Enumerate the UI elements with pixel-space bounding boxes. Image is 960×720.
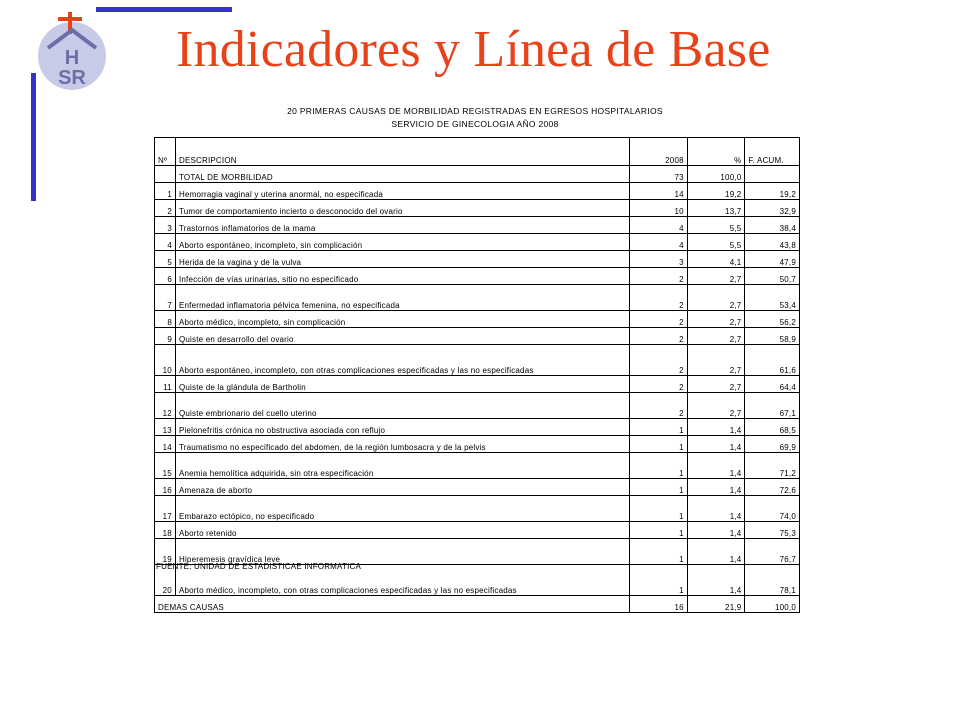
row-percent: 2,7 bbox=[687, 268, 745, 285]
row-percent: 1,4 bbox=[687, 453, 745, 479]
row-percent: 2,7 bbox=[687, 345, 745, 376]
row-count-2008: 1 bbox=[630, 565, 688, 596]
row-number: 4 bbox=[155, 234, 176, 251]
row-cumulative: 58,9 bbox=[745, 328, 800, 345]
row-description: Aborto médico, incompleto, con otras complicaciones especificadas y las no especificadas bbox=[175, 565, 629, 596]
table-row bbox=[155, 251, 800, 268]
row-description: Tumor de comportamiento incierto o desconocido del ovario bbox=[175, 200, 629, 217]
row-description: Amenaza de aborto bbox=[175, 479, 629, 496]
row-number: 10 bbox=[155, 345, 176, 376]
logo-letters-top: H bbox=[64, 47, 80, 69]
row-description: Infección de vías urinarias, sitio no especificado bbox=[175, 268, 629, 285]
row-cumulative: 78,1 bbox=[745, 565, 800, 596]
table-row bbox=[155, 200, 800, 217]
row-percent: 2,7 bbox=[687, 393, 745, 419]
row-percent: 2,7 bbox=[687, 328, 745, 345]
row-percent: 4,1 bbox=[687, 251, 745, 268]
row-number: 8 bbox=[155, 311, 176, 328]
table-row bbox=[155, 393, 800, 419]
row-description: Aborto espontáneo, incompleto, con otras complicaciones especificadas y las no especificadas bbox=[175, 345, 629, 376]
row-number: 19 bbox=[155, 539, 176, 565]
row-percent: 5,5 bbox=[687, 217, 745, 234]
row-description: Anemia hemolítica adquirida, sin otra especificación bbox=[175, 453, 629, 479]
row-number: 6 bbox=[155, 268, 176, 285]
hospital-logo bbox=[34, 8, 110, 100]
row-percent: 2,7 bbox=[687, 311, 745, 328]
row-cumulative: 68,5 bbox=[745, 419, 800, 436]
row-cumulative: 67,1 bbox=[745, 393, 800, 419]
row-description: Aborto retenido bbox=[175, 522, 629, 539]
row-cumulative: 53,4 bbox=[745, 285, 800, 311]
row-count-2008: 1 bbox=[630, 522, 688, 539]
table-row bbox=[155, 345, 800, 376]
row-cumulative: 61,6 bbox=[745, 345, 800, 376]
header-year: 2008 bbox=[630, 138, 688, 166]
row-percent: 1,4 bbox=[687, 419, 745, 436]
row-percent: 1,4 bbox=[687, 565, 745, 596]
row-count-2008: 2 bbox=[630, 268, 688, 285]
row-percent: 19,2 bbox=[687, 183, 745, 200]
row-cumulative: 47,9 bbox=[745, 251, 800, 268]
row-number: 9 bbox=[155, 328, 176, 345]
table-row bbox=[155, 285, 800, 311]
row-cumulative: 72,6 bbox=[745, 479, 800, 496]
row-cumulative: 50,7 bbox=[745, 268, 800, 285]
demas-desc: DEMAS CAUSAS bbox=[155, 596, 630, 613]
row-count-2008: 14 bbox=[630, 183, 688, 200]
row-percent: 13,7 bbox=[687, 200, 745, 217]
table-row bbox=[155, 311, 800, 328]
row-count-2008: 2 bbox=[630, 376, 688, 393]
table-row bbox=[155, 376, 800, 393]
row-count-2008: 1 bbox=[630, 453, 688, 479]
row-count-2008: 2 bbox=[630, 328, 688, 345]
row-count-2008: 1 bbox=[630, 419, 688, 436]
total-row bbox=[155, 166, 800, 183]
row-count-2008: 4 bbox=[630, 234, 688, 251]
row-count-2008: 2 bbox=[630, 285, 688, 311]
demas-acum: 100,0 bbox=[745, 596, 800, 613]
row-number: 14 bbox=[155, 436, 176, 453]
row-cumulative: 71,2 bbox=[745, 453, 800, 479]
row-description: Aborto médico, incompleto, sin complicación bbox=[175, 311, 629, 328]
morbidity-table bbox=[154, 137, 800, 613]
row-number: 12 bbox=[155, 393, 176, 419]
row-number: 13 bbox=[155, 419, 176, 436]
table-row bbox=[155, 453, 800, 479]
row-number: 18 bbox=[155, 522, 176, 539]
row-description: Herida de la vagina y de la vulva bbox=[175, 251, 629, 268]
table-row bbox=[155, 234, 800, 251]
table-row bbox=[155, 496, 800, 522]
logo-letters-bottom: SR bbox=[58, 67, 86, 89]
row-description: Trastornos inflamatorios de la mama bbox=[175, 217, 629, 234]
row-cumulative: 38,4 bbox=[745, 217, 800, 234]
row-description: Pielonefritis crónica no obstructiva asociada con reflujo bbox=[175, 419, 629, 436]
demas-pct: 21,9 bbox=[687, 596, 745, 613]
row-description: Enfermedad inflamatoria pélvica femenina, no especificada bbox=[175, 285, 629, 311]
table-row bbox=[155, 522, 800, 539]
decorative-top-bar bbox=[96, 7, 232, 12]
table-row bbox=[155, 217, 800, 234]
table-row bbox=[155, 328, 800, 345]
row-percent: 1,4 bbox=[687, 496, 745, 522]
row-count-2008: 2 bbox=[630, 393, 688, 419]
row-count-2008: 10 bbox=[630, 200, 688, 217]
row-percent: 1,4 bbox=[687, 479, 745, 496]
row-number: 7 bbox=[155, 285, 176, 311]
header-pct: % bbox=[687, 138, 745, 166]
row-number: 15 bbox=[155, 453, 176, 479]
table-row bbox=[155, 436, 800, 453]
row-number: 16 bbox=[155, 479, 176, 496]
row-cumulative: 76,7 bbox=[745, 539, 800, 565]
row-cumulative: 75,3 bbox=[745, 522, 800, 539]
header-desc: DESCRIPCION bbox=[175, 138, 629, 166]
total-num-cell bbox=[155, 166, 176, 183]
table-caption-line1: 20 PRIMERAS CAUSAS DE MORBILIDAD REGISTRADAS EN EGRESOS HOSPITALARIOS bbox=[287, 106, 663, 116]
row-percent: 1,4 bbox=[687, 522, 745, 539]
row-count-2008: 3 bbox=[630, 251, 688, 268]
row-description: Hiperemesis gravídica leve bbox=[175, 539, 629, 565]
row-cumulative: 43,8 bbox=[745, 234, 800, 251]
row-count-2008: 1 bbox=[630, 496, 688, 522]
source-footnote: FUENTE: UNIDAD DE ESTADISTICAE INFORMATICA bbox=[156, 562, 362, 571]
header-num: Nº bbox=[155, 138, 176, 166]
header-acum: F. ACUM. bbox=[745, 138, 800, 166]
row-count-2008: 2 bbox=[630, 345, 688, 376]
row-number: 3 bbox=[155, 217, 176, 234]
row-count-2008: 2 bbox=[630, 311, 688, 328]
row-cumulative: 56,2 bbox=[745, 311, 800, 328]
row-count-2008: 1 bbox=[630, 539, 688, 565]
total-acum bbox=[745, 166, 800, 183]
demas-row bbox=[155, 596, 800, 613]
row-description: Aborto espontáneo, incompleto, sin complicación bbox=[175, 234, 629, 251]
row-number: 5 bbox=[155, 251, 176, 268]
total-year: 73 bbox=[630, 166, 688, 183]
row-cumulative: 19,2 bbox=[745, 183, 800, 200]
table-row bbox=[155, 479, 800, 496]
row-number: 17 bbox=[155, 496, 176, 522]
total-pct: 100,0 bbox=[687, 166, 745, 183]
row-cumulative: 64,4 bbox=[745, 376, 800, 393]
table-row bbox=[155, 539, 800, 565]
row-percent: 1,4 bbox=[687, 436, 745, 453]
row-percent: 2,7 bbox=[687, 376, 745, 393]
row-description: Quiste en desarrollo del ovario bbox=[175, 328, 629, 345]
row-percent: 5,5 bbox=[687, 234, 745, 251]
table-row bbox=[155, 419, 800, 436]
row-number: 1 bbox=[155, 183, 176, 200]
table-row bbox=[155, 183, 800, 200]
total-desc: TOTAL DE MORBILIDAD bbox=[175, 166, 629, 183]
row-number: 20 bbox=[155, 565, 176, 596]
row-percent: 1,4 bbox=[687, 539, 745, 565]
row-number: 11 bbox=[155, 376, 176, 393]
row-cumulative: 69,9 bbox=[745, 436, 800, 453]
slide-title: Indicadores y Línea de Base bbox=[176, 21, 771, 78]
row-number: 2 bbox=[155, 200, 176, 217]
row-count-2008: 4 bbox=[630, 217, 688, 234]
row-cumulative: 32,9 bbox=[745, 200, 800, 217]
row-count-2008: 1 bbox=[630, 479, 688, 496]
row-description: Hemorragia vaginal y uterina anormal, no especificada bbox=[175, 183, 629, 200]
row-count-2008: 1 bbox=[630, 436, 688, 453]
row-percent: 2,7 bbox=[687, 285, 745, 311]
row-description: Quiste de la glándula de Bartholin bbox=[175, 376, 629, 393]
row-description: Traumatismo no especificado del abdomen, de la región lumbosacra y de la pelvis bbox=[175, 436, 629, 453]
table-header-row bbox=[155, 138, 800, 166]
demas-year: 16 bbox=[630, 596, 688, 613]
row-cumulative: 74,0 bbox=[745, 496, 800, 522]
row-description: Embarazo ectópico, no especificado bbox=[175, 496, 629, 522]
table-row bbox=[155, 268, 800, 285]
row-description: Quiste embrionario del cuello uterino bbox=[175, 393, 629, 419]
table-caption-line2: SERVICIO DE GINECOLOGIA AÑO 2008 bbox=[391, 119, 559, 129]
